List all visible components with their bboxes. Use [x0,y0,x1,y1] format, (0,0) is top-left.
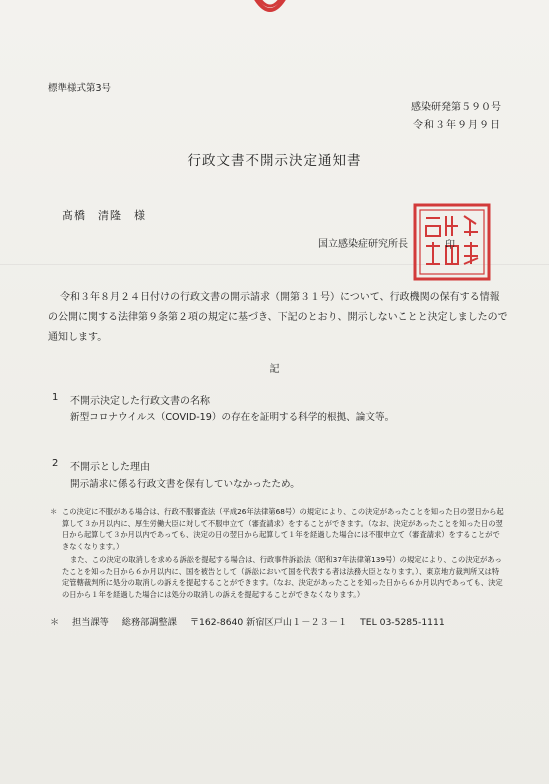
contact-mark: ＊ [50,617,60,628]
recipient-name: 髙橋 清隆 様 [62,209,146,222]
item-number: 1 [52,392,59,403]
form-number: 標準様式第3号 [48,83,112,94]
document-title: 行政文書不開示決定通知書 [187,153,362,169]
item-value: 新型コロナウイルス（COVID-19）の存在を証明する科学的根拠、論文等。 [70,412,395,423]
contact-line [50,614,455,628]
contact-department: 総務部調整課 [121,617,177,628]
item-title: 不開示決定した行政文書の名称 [70,396,210,407]
top-seal-fragment [247,0,293,24]
document-date: 令和３年９月９日 [413,120,501,131]
item-number: 2 [52,458,59,469]
item-title: 不開示とした理由 [70,462,150,473]
note-paragraph-appeal: この決定に不服がある場合は、行政不服審査法（平成26年法律第68号）の規定により、この決定があったことを知った日の翌日から起算して３か月以内に、厚生労働大臣に対して不服申立て（審査請求）をすることができます。（なお、決定があったことを知った日の翌日から起算して３か月以内であっても、決定の日の翌日から起算して１年を経過した場合には不服申立て（審査請求）をすることができなくなります。） [62,507,504,551]
note-paragraph-lawsuit: また、この決定の取消しを求める訴訟を提起する場合は、行政事件訴訟法（昭和37年法律第139号）の規定により、この決定があったことを知った日から６か月以内に、国を被告として（訴訟において国を代表する者は法務大臣となります。）、東京地方裁判所又は特定管轄裁判所に処分の取消しの訴えを提起することができます。（なお、決定があったことを知った日から６か月以内であっても、決定の日から１年を経過した場合には処分の取消しの訴えを提起することができなくなります。） [62,555,503,599]
note-mark: ＊ [50,507,58,516]
appeal-notes [50,506,505,602]
sender-name: 国立感染症研究所長 [318,239,408,250]
notice-body: 令和３年８月２４日付けの行政文書の開示請求（開第３１号）について、行政機関の保有する情報の公開に関する法律第９条第２項の規定に基づき、下記のとおり、開示しないことと決定しましたので通知します。 [48,292,508,343]
contact-label: 担当課等 [72,617,109,628]
contact-address: 〒162-8640 新宿区戸山１－２３－１ [189,617,348,628]
ki-heading: 記 [269,364,280,375]
seal-mark: 印 [445,240,455,251]
contact-phone: TEL 03-5285-1111 [360,617,445,628]
document-number: 感染研発第５９０号 [411,102,501,113]
item-value: 開示請求に係る行政文書を保有していなかったため。 [70,479,300,490]
